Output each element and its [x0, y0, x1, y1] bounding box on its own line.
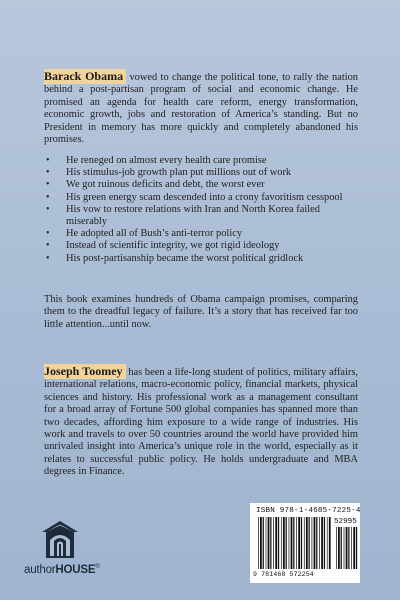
barcode-bar [351, 527, 352, 569]
author-name-highlight: Joseph Toomey [44, 364, 126, 379]
summary-paragraph: This book examines hundreds of Obama campaign promises, comparing them to the dreadful legacy of failure. It’s a story that has received far too little attention...until now. [44, 294, 358, 330]
list-item: • He adopted all of Bush’s anti-terror policy [44, 228, 360, 240]
barcode-bar [319, 517, 320, 569]
barcode-bar [324, 517, 325, 569]
barcode-bar [348, 527, 349, 569]
barcode-bar [268, 517, 270, 569]
barcode-digits: 9 781468 572254 [253, 571, 314, 578]
barcode-bar [289, 517, 290, 569]
barcode-bar [344, 527, 345, 569]
barcode-bar [356, 527, 357, 569]
isbn-barcode [250, 503, 360, 583]
promise-list [44, 155, 360, 265]
barcode-bar [281, 517, 282, 569]
barcode-bar [314, 517, 316, 569]
list-item: • His vow to restore relations with Iran and North Korea failed miserably [44, 204, 360, 228]
blurb-paragraph [44, 70, 358, 146]
barcode-bar [346, 527, 348, 569]
barcode-bar [258, 517, 259, 569]
barcode-bar [283, 517, 285, 569]
barcode-bar [301, 517, 302, 569]
list-item: • Instead of scientific integrity, we got rigid ideology [44, 240, 360, 252]
blurb-text: vowed to change the political tone, to rally the nation behind a post-partisan program of social and economic change. He promised an agenda for health care reform, energy transformation, economic growth, jobs and restoration of America’s standing. But no President in memory has more quickly and completely abandoned his promises. [44, 72, 358, 146]
barcode-bar [260, 517, 262, 569]
list-item: • His post-partisanship became the worst political gridlock [44, 253, 360, 265]
barcode-bar [266, 517, 267, 569]
barcode-bar [278, 517, 279, 569]
author-bio-paragraph [44, 365, 358, 479]
barcode-bar [336, 527, 337, 569]
barcode-bar [275, 517, 277, 569]
list-item: • His stimulus-job growth plan put millions out of work [44, 167, 360, 179]
barcode-bar [316, 517, 317, 569]
barcode-bar [309, 517, 310, 569]
publisher-name: authorHOUSE® [24, 564, 100, 576]
barcode-bar [321, 517, 323, 569]
list-item: • His green energy scam descended into a crony favoritism cesspool [44, 192, 360, 204]
barcode-bar [341, 527, 342, 569]
list-item: • He reneged on almost every health care promise [44, 155, 360, 167]
price-addon-code: 52995 [334, 518, 357, 526]
publisher-logo [24, 518, 114, 580]
barcode-bar [304, 517, 305, 569]
barcode-bar [296, 517, 297, 569]
barcode-bar [338, 527, 340, 569]
isbn-label: ISBN 978-1-4685-7225-4 [256, 507, 361, 515]
barcode-bar [273, 517, 274, 569]
barcode-bar [286, 517, 287, 569]
barcode-bar [270, 517, 271, 569]
author-bio-text: has been a life-long student of politics, military affairs, international relations, macro-economic policy, financial markets, physical sciences and history. His professional work as a management consultant for a broad array of Fortune 500 global companies has spanned more than two decades, affording him exposure to a wide range of industries. His work and travels to over 50 countries around the world have provided him unrivaled insight into America’s unique role in the world, especially as it relates to successful public policy. He holds undergraduate and MBA degrees in Finance. [44, 367, 359, 478]
barcode-bar [312, 517, 313, 569]
barcode-bar [293, 517, 294, 569]
blurb-name-highlight: Barack Obama [44, 69, 126, 84]
list-item: • We got ruinous deficits and debt, the worst ever [44, 179, 360, 191]
barcode-bar [329, 517, 331, 569]
barcode-bar [327, 517, 328, 569]
authorhouse-logo-icon [40, 518, 80, 562]
barcode-bar [291, 517, 293, 569]
barcode-bar [353, 527, 355, 569]
barcode-bar [298, 517, 300, 569]
barcode-bar [263, 517, 264, 569]
barcode-bar [306, 517, 308, 569]
